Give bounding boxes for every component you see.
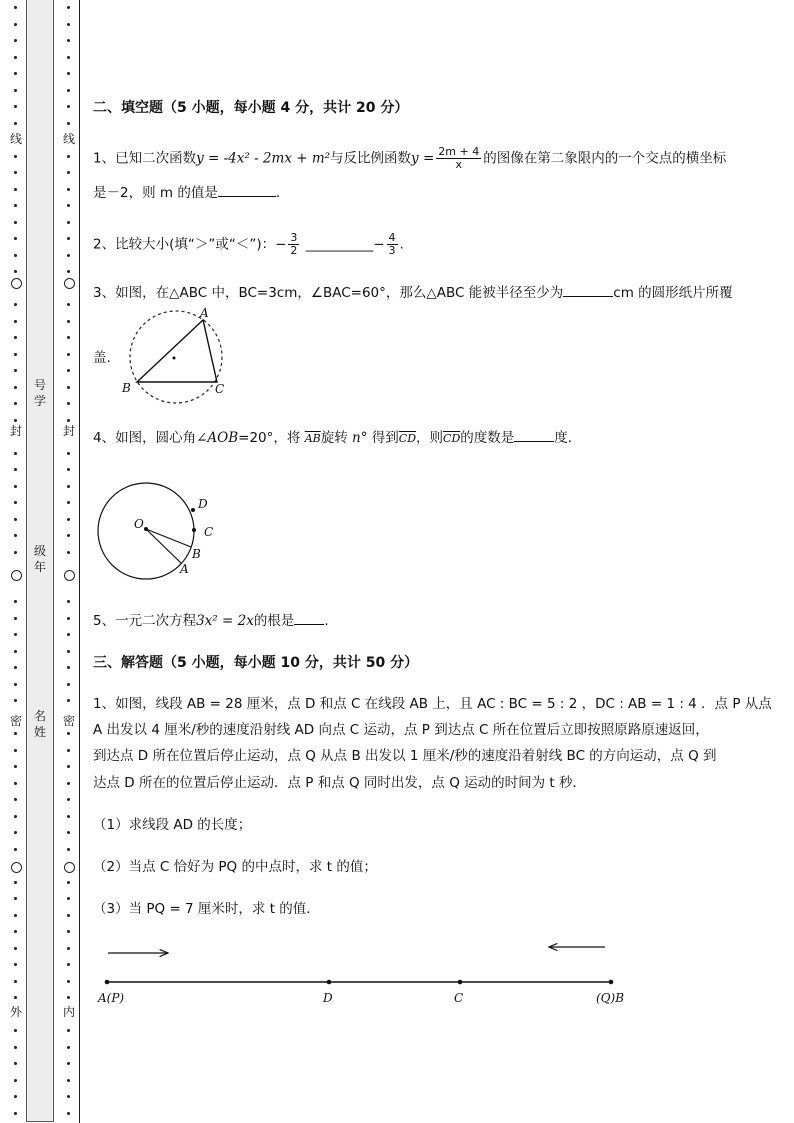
label-a-p: A(P) <box>98 991 125 1005</box>
field-name: 名姓 <box>33 709 46 739</box>
s3-q1-line1: 1、如图，线段 AB = 28 厘米，点 D 和点 C 在线段 AB 上，且 AC : BC = 5 : 2 ，DC : AB = 1 : 4 ．点 P 从点 <box>93 696 772 712</box>
s3-q1-sub2: （2）当点 C 恰好为 PQ 的中点时，求 t 的值； <box>93 859 377 875</box>
s2-q1-lead: 1、已知二次函数 <box>93 150 197 167</box>
label-C: C <box>215 382 225 396</box>
label-c: C <box>454 991 464 1005</box>
s2-q2-answer-blank[interactable]: __________ <box>305 236 374 253</box>
point-o <box>144 527 148 531</box>
s2-q3-unit: cm 的圆形纸片所覆 <box>613 285 733 301</box>
s2-q2-end: . <box>399 236 404 253</box>
s3-q1-sub1: （1）求线段 AD 的长度； <box>93 817 252 833</box>
s2-q1-frac-den: x <box>455 158 462 171</box>
s2-q2-frac2 <box>387 232 398 257</box>
s2-q4-arc-cd2: $\overline{CD}$ <box>443 432 461 445</box>
point-a <box>105 980 110 985</box>
s2-q1-eq2-left: y = <box>411 150 435 167</box>
s2-q5-text-b: 的根是 <box>253 613 295 629</box>
point-c <box>192 528 196 532</box>
triangle-abc <box>137 320 217 382</box>
s2-q1-eq1: y = -4x² - 2mx + m² <box>196 150 331 167</box>
s2-q5-text-a: 5、一元二次方程 <box>93 613 197 629</box>
s2-q4-arc-ab: $\overline{AB}$ <box>304 432 321 445</box>
s2-q5-answer-blank[interactable] <box>294 612 324 625</box>
s2-q1-frac-num: 2m + 4 <box>438 145 480 158</box>
point-d <box>327 980 332 985</box>
mark-inner-xian: 线 <box>62 132 75 146</box>
label-O: O <box>134 517 144 531</box>
s2-q4-text-c: 旋转 <box>320 430 348 446</box>
s2-q4-text-f: 的度数是 <box>460 430 515 446</box>
s2-q1-line1 <box>93 146 753 171</box>
label-q-b: (Q)B <box>596 991 625 1005</box>
s2-q1-line2b: . <box>275 185 281 201</box>
label-B: B <box>192 547 201 561</box>
s2-q2-minus2: − <box>373 236 385 253</box>
s2-q2-frac2-num: 4 <box>388 231 396 244</box>
s3-q1-line4: 达点 D 所在的位置后停止运动．点 P 和点 Q 同时出发，点 Q 运动的时间为 t 秒． <box>93 775 586 791</box>
s2-q4-text-g: 度. <box>554 430 573 446</box>
point-b <box>609 980 614 985</box>
s3-q1-figure <box>94 936 654 1012</box>
s2-q4-text-e: ，则 <box>416 430 444 446</box>
label-C: C <box>204 525 214 539</box>
s3-q1-line3: 到达点 D 所在位置后停止运动，点 Q 从点 B 出发以 1 厘米/秒的速度沿着射线 BC 的方向运动，点 Q 到 <box>93 748 717 764</box>
s2-q1-fraction <box>436 146 481 171</box>
label-A: A <box>200 306 209 320</box>
field-student-number: 号学 <box>33 378 46 408</box>
s2-q1-tail: 的图像在第二象限内的一个交点的横坐标 <box>483 150 727 167</box>
s2-q5-eq: 3x² = 2x <box>196 613 254 629</box>
point-d <box>191 508 195 512</box>
s3-q1-line2: A 出发以 4 厘米/秒的速度沿射线 AD 向点 C 运动，点 P 到达点 C 所在位置后立即按照原路原速返回， <box>93 722 709 738</box>
s2-q3-answer-blank[interactable] <box>563 284 613 297</box>
s2-q3-line1 <box>93 283 753 303</box>
s2-q2-frac2-den: 3 <box>388 244 396 257</box>
s2-q4-text-b: =20°，将 <box>238 430 301 446</box>
s2-q2-lead: 2、比较大小(填“＞”或“＜”)： <box>93 236 276 253</box>
s2-q2-frac1-den: 2 <box>290 244 298 257</box>
s2-q3-text: 3、如图，在△ABC 中，BC=3cm，∠BAC=60°，那么△ABC 能被半径至少为 <box>93 285 564 301</box>
s2-q2-frac1-num: 3 <box>290 231 298 244</box>
section3-heading: 三、解答题（5 小题，每小题 10 分，共计 50 分） <box>93 655 419 671</box>
s2-q4-n: n° <box>352 430 368 446</box>
label-A: A <box>180 562 189 576</box>
s2-q2 <box>93 232 753 257</box>
section2-heading: 二、填空题（5 小题，每小题 4 分，共计 20 分） <box>93 100 409 116</box>
s3-q1-sub3: （3）当 PQ = 7 厘米时，求 t 的值． <box>93 901 320 917</box>
s2-q4-figure <box>94 476 224 588</box>
s2-q1-mid: 与反比例函数 <box>330 150 412 167</box>
s2-q4-angle: ∠AOB <box>196 430 239 446</box>
mark-outer-wai: 外 <box>9 1005 22 1019</box>
s2-q2-frac1 <box>288 232 299 257</box>
s2-q1-line2a: 是－2，则 m 的值是 <box>93 185 218 201</box>
s2-q4-text-d: 得到 <box>371 430 399 446</box>
label-B: B <box>122 381 131 395</box>
s2-q3-figure <box>113 302 233 412</box>
mark-outer-xian: 线 <box>9 132 22 146</box>
s2-q4-answer-blank[interactable] <box>514 429 554 442</box>
point-c <box>458 980 463 985</box>
s2-q1-line2 <box>93 183 753 203</box>
s2-q4-text-a: 4、如图，圆心角 <box>93 430 197 446</box>
mark-inner-feng: 封 <box>62 424 75 438</box>
mark-outer-mi: 密 <box>9 714 22 728</box>
s2-q3-line2: 盖. <box>93 350 111 366</box>
s2-q4 <box>93 428 753 449</box>
s2-q5-end: . <box>324 613 329 629</box>
mark-inner-mi: 密 <box>62 714 75 728</box>
label-D: D <box>198 497 208 511</box>
field-grade: 级年 <box>33 544 46 574</box>
s2-q2-minus1: − <box>275 236 287 253</box>
s2-q1-answer-blank[interactable] <box>218 184 276 197</box>
radius-oa <box>146 529 181 563</box>
mark-inner-nei: 内 <box>62 1005 75 1019</box>
circumcircle-dashed <box>130 311 225 403</box>
s2-q5 <box>93 611 753 631</box>
radius-ob <box>146 529 191 547</box>
circle-center-dot <box>173 357 176 360</box>
label-d: D <box>323 991 333 1005</box>
s2-q4-arc-cd: $\overline{CD}$ <box>398 432 417 445</box>
mark-outer-feng: 封 <box>9 424 22 438</box>
